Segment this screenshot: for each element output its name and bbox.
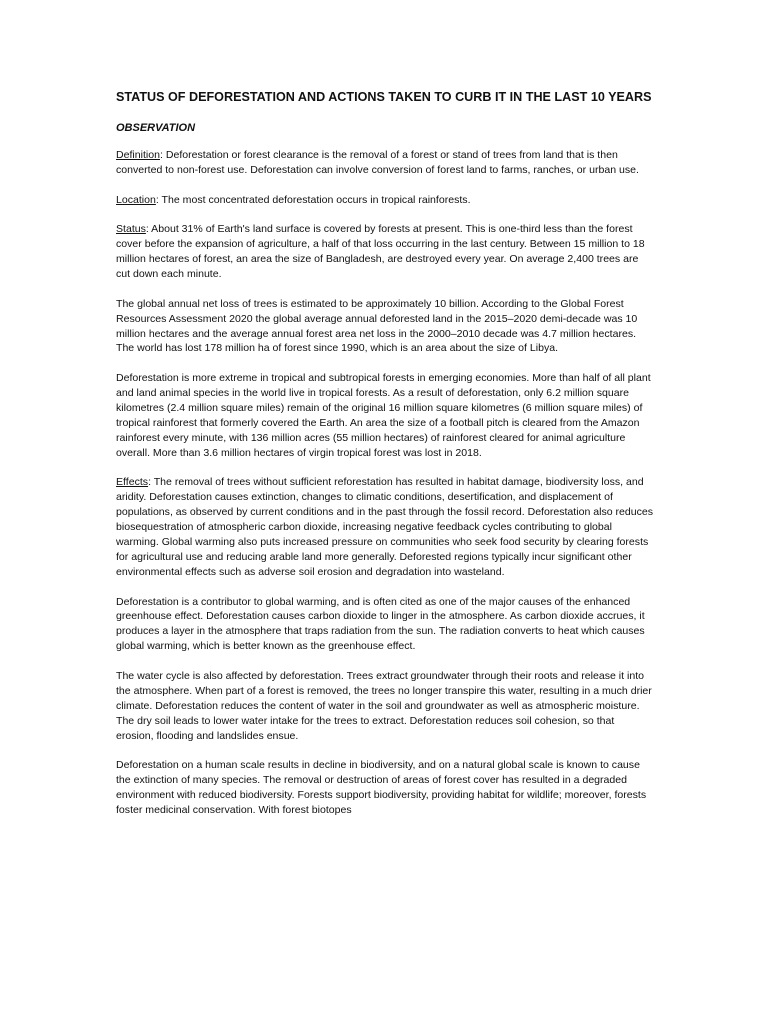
paragraph-text: The global annual net loss of trees is estimated to be approximately 10 billion. According to the Global Forest Resources Assessment 2020 the global average annual deforested land in the 2015–2020 demi-decade was 10 million hectares and the average annual forest area net loss in the 2000–2010 decade was 4.7 million hectares. The world has lost 178 million ha of forest since 1990, which is an area about the size of Libya. <box>116 297 638 355</box>
paragraph-text: Deforestation on a human scale results in decline in biodiversity, and on a natural global scale is known to cause the extinction of many species. The removal or destruction of areas of forest cover has resulted in a degraded environment with reduced biodiversity. Forests support biodiversity, providing habitat for wildlife; moreover, forests foster medicinal conservation. With forest biotopes <box>116 759 647 816</box>
paragraph-tropical-forests <box>116 371 654 460</box>
paragraph-text: : The removal of trees without sufficient reforestation has resulted in habitat damage, biodiversity loss, and aridity. Deforestation causes extinction, changes to climatic conditions, desertification, and displacement of populations, as observed by current conditions and in the past through the fossil record. Deforestation also reduces biosequestration of atmospheric carbon dioxide, increasing negative feedback cycles contributing to global warming. Global warming also puts increased pressure on communities who seek food security by clearing forests for agricultural use and reducing arable land more generally. Deforested regions typically incur significant other environmental effects such as adverse soil erosion and degradation into wasteland. <box>116 476 654 578</box>
document-title: STATUS OF DEFORESTATION AND ACTIONS TAKEN TO CURB IT IN THE LAST 10 YEARS <box>116 90 652 104</box>
paragraph-text: : About 31% of Earth's land surface is covered by forests at present. This is one-third less than the forest cover before the expansion of agriculture, a half of that loss occurring in the last century. Between 15 million to 18 million hectares of forest, an area the size of Bangladesh, are destroyed every year. On average 2,400 trees are cut down each minute. <box>116 223 645 281</box>
paragraph-definition <box>116 148 654 178</box>
paragraph-label: Status <box>116 223 146 236</box>
paragraph-status <box>116 222 654 282</box>
paragraph-biodiversity <box>116 758 654 818</box>
document-page <box>116 88 654 833</box>
paragraph-label: Definition <box>116 149 160 161</box>
section-heading-observation: OBSERVATION <box>116 122 196 134</box>
paragraph-effects <box>116 475 654 579</box>
paragraph-text: Deforestation is more extreme in tropical and subtropical forests in emerging economies. More than half of all plant and land animal species in the world live in tropical forests. As a result of deforestation, only 6.2 million square kilometres (2.4 million square miles) remain of the original 16 million square kilometres (6 million square miles) of tropical rainforest that formerly covered the Earth. An area the size of a football pitch is cleared from the Amazon rainforest every minute, with 136 million acres (55 million hectares) of rainforest cleared for animal agriculture overall. More than 3.6 million hectares of virgin tropical forest was lost in 2018. <box>116 372 651 459</box>
paragraph-global-net-loss <box>116 297 654 357</box>
paragraph-text: Deforestation is a contributor to global warming, and is often cited as one of the major causes of the enhanced greenhouse effect. Deforestation causes carbon dioxide to linger in the atmosphere. As carbon dioxide accrues, it produces a layer in the atmosphere that traps radiation from the sun. The radiation converts to heat which causes global warming, which is better known as the greenhouse effect. <box>116 595 645 653</box>
paragraph-label: Location <box>116 193 156 206</box>
paragraph-location <box>116 193 654 208</box>
paragraph-text: : Deforestation or forest clearance is the removal of a forest or stand of trees from land that is then converted to non-forest use. Deforestation can involve conversion of forest land to farms, ranches, or urban use. <box>116 149 639 176</box>
paragraph-global-warming <box>116 595 654 655</box>
paragraph-text: The water cycle is also affected by deforestation. Trees extract groundwater through their roots and release it into the atmosphere. When part of a forest is removed, the trees no longer transpire this water, resulting in a much drier climate. Deforestation reduces the content of water in the soil and groundwater as well as atmospheric moisture. The dry soil leads to lower water intake for the trees to extract. Deforestation reduces soil cohesion, so that erosion, flooding and landslides ensue. <box>116 669 652 742</box>
paragraph-label: Effects <box>116 476 149 489</box>
paragraph-water-cycle <box>116 669 654 744</box>
paragraph-text: : The most concentrated deforestation occurs in tropical rainforests. <box>155 193 471 206</box>
